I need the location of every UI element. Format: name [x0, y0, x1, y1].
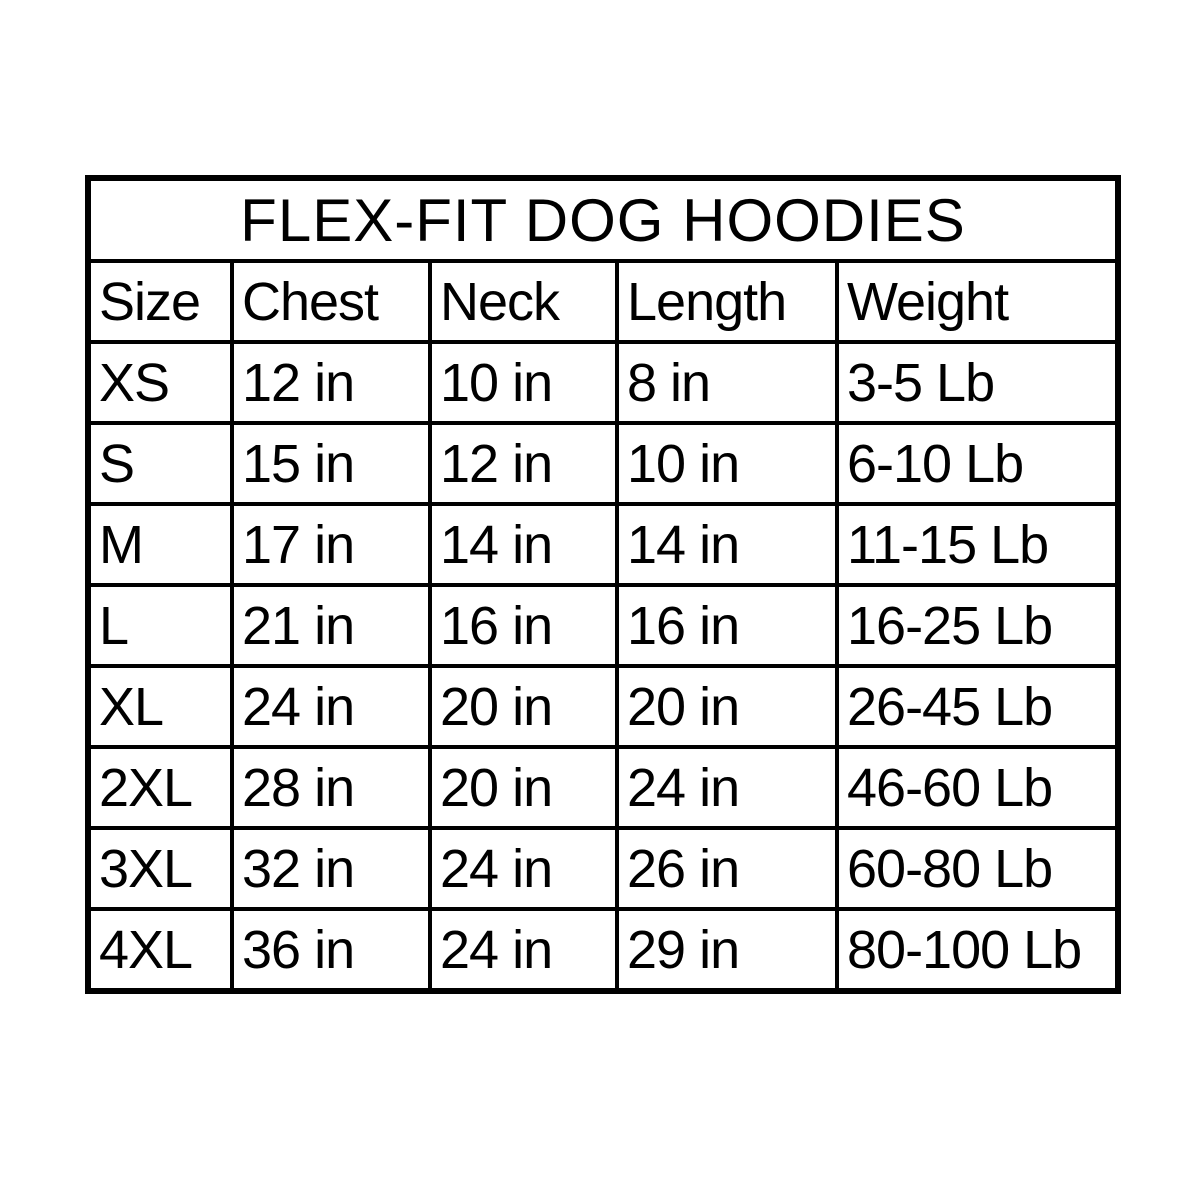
- size-label-cell: L: [88, 585, 232, 666]
- value-cell: 21 in: [232, 585, 430, 666]
- size-chart-table: [85, 175, 1121, 994]
- table-row-2xl: [88, 747, 1118, 828]
- header-row: [88, 261, 1118, 342]
- table-row-xl: [88, 666, 1118, 747]
- size-label-cell: 4XL: [88, 909, 232, 991]
- table-row-3xl: [88, 828, 1118, 909]
- value-cell: 29 in: [617, 909, 837, 991]
- column-header-length: Length: [617, 261, 837, 342]
- size-label-cell: XL: [88, 666, 232, 747]
- table-row-s: [88, 423, 1118, 504]
- value-cell: 6-10 Lb: [837, 423, 1118, 504]
- value-cell: 16 in: [430, 585, 617, 666]
- value-cell: 24 in: [430, 909, 617, 991]
- value-cell: 20 in: [430, 666, 617, 747]
- column-header-neck: Neck: [430, 261, 617, 342]
- value-cell: 28 in: [232, 747, 430, 828]
- value-cell: 14 in: [430, 504, 617, 585]
- value-cell: 20 in: [617, 666, 837, 747]
- value-cell: 3-5 Lb: [837, 342, 1118, 423]
- size-label-cell: M: [88, 504, 232, 585]
- value-cell: 26-45 Lb: [837, 666, 1118, 747]
- value-cell: 10 in: [430, 342, 617, 423]
- size-label-cell: XS: [88, 342, 232, 423]
- value-cell: 24 in: [617, 747, 837, 828]
- column-header-size: Size: [88, 261, 232, 342]
- value-cell: 80-100 Lb: [837, 909, 1118, 991]
- value-cell: 8 in: [617, 342, 837, 423]
- value-cell: 60-80 Lb: [837, 828, 1118, 909]
- table-row-l: [88, 585, 1118, 666]
- column-header-chest: Chest: [232, 261, 430, 342]
- size-label-cell: 3XL: [88, 828, 232, 909]
- value-cell: 36 in: [232, 909, 430, 991]
- size-label-cell: S: [88, 423, 232, 504]
- value-cell: 16 in: [617, 585, 837, 666]
- value-cell: 20 in: [430, 747, 617, 828]
- size-label-cell: 2XL: [88, 747, 232, 828]
- table-row-m: [88, 504, 1118, 585]
- value-cell: 12 in: [232, 342, 430, 423]
- value-cell: 24 in: [232, 666, 430, 747]
- column-header-weight: Weight: [837, 261, 1118, 342]
- table-row-4xl: [88, 909, 1118, 991]
- value-cell: 14 in: [617, 504, 837, 585]
- table-row-xs: [88, 342, 1118, 423]
- value-cell: 16-25 Lb: [837, 585, 1118, 666]
- value-cell: 11-15 Lb: [837, 504, 1118, 585]
- value-cell: 10 in: [617, 423, 837, 504]
- value-cell: 17 in: [232, 504, 430, 585]
- value-cell: 24 in: [430, 828, 617, 909]
- value-cell: 32 in: [232, 828, 430, 909]
- value-cell: 26 in: [617, 828, 837, 909]
- title-row: [88, 178, 1118, 261]
- table-body: [88, 342, 1118, 991]
- value-cell: 15 in: [232, 423, 430, 504]
- value-cell: 12 in: [430, 423, 617, 504]
- value-cell: 46-60 Lb: [837, 747, 1118, 828]
- chart-title: FLEX-FIT DOG HOODIES: [88, 178, 1118, 261]
